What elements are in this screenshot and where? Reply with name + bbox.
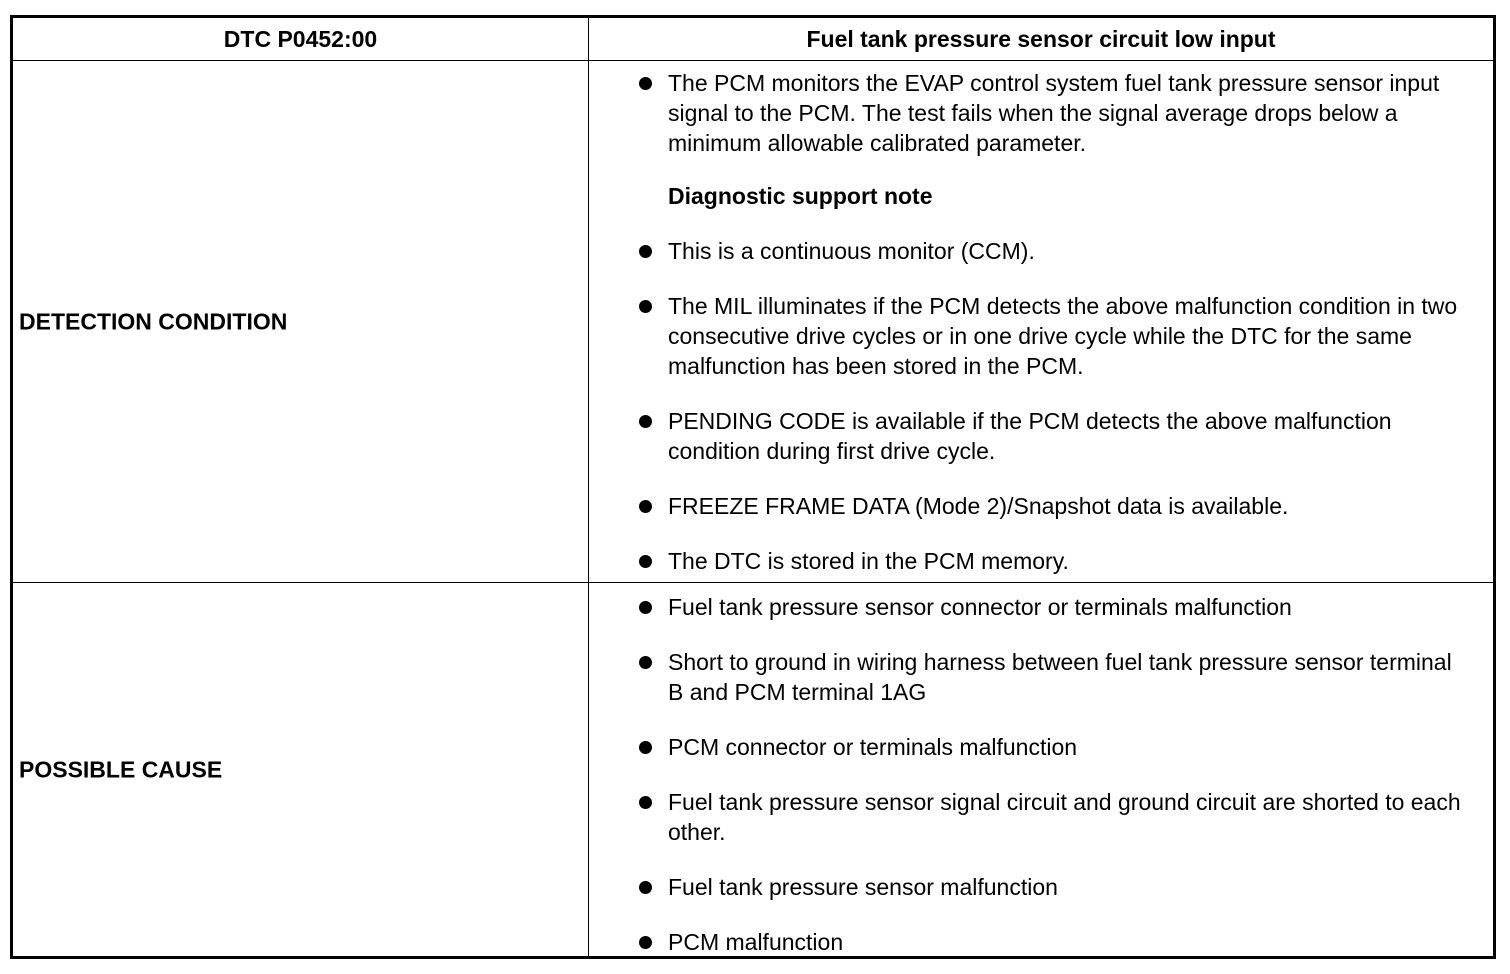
detection-content-cell xyxy=(589,61,1493,582)
cause-text: Fuel tank pressure sensor malfunction xyxy=(668,874,1058,900)
diagnostic-support-note-heading: Diagnostic support note xyxy=(668,183,933,209)
bullet-icon xyxy=(639,656,652,669)
list-item xyxy=(589,592,1463,622)
diagnostic-notes-list xyxy=(589,236,1463,576)
list-item xyxy=(589,927,1463,957)
cause-label-cell xyxy=(13,583,589,956)
table-header-row xyxy=(13,18,1493,61)
note-text: PENDING CODE is available if the PCM detects the above malfunction condition during first drive cycle. xyxy=(668,408,1392,464)
bullet-icon xyxy=(639,936,652,949)
cause-text: PCM connector or terminals malfunction xyxy=(668,734,1078,760)
list-item xyxy=(589,236,1463,266)
list-item xyxy=(589,546,1463,576)
bullet-icon xyxy=(639,796,652,809)
note-text: FREEZE FRAME DATA (Mode 2)/Snapshot data is available. xyxy=(668,493,1289,519)
detection-intro-list xyxy=(589,68,1463,158)
bullet-icon xyxy=(639,601,652,614)
dtc-code: DTC P0452:00 xyxy=(223,25,378,52)
list-item xyxy=(589,68,1463,158)
list-item xyxy=(589,647,1463,707)
detection-label-cell xyxy=(13,61,589,582)
detection-condition-label: DETECTION CONDITION xyxy=(19,308,288,334)
cause-text: Fuel tank pressure sensor connector or terminals malfunction xyxy=(668,594,1292,620)
cause-text: PCM malfunction xyxy=(668,929,844,955)
bullet-icon xyxy=(639,77,652,90)
list-item xyxy=(589,491,1463,521)
list-item xyxy=(589,406,1463,466)
detection-condition-row xyxy=(13,61,1493,583)
note-text: The MIL illuminates if the PCM detects the above malfunction condition in two consecutive drive cycles or in one drive cycle while the DTC for the same malfunction has been stored in the PCM. xyxy=(668,293,1458,379)
bullet-icon xyxy=(639,555,652,568)
possible-cause-row xyxy=(13,583,1493,956)
note-text: This is a continuous monitor (CCM). xyxy=(668,238,1035,264)
bullet-icon xyxy=(639,300,652,313)
list-item xyxy=(589,732,1463,762)
dtc-title: Fuel tank pressure sensor circuit low input xyxy=(806,25,1276,52)
list-item xyxy=(589,787,1463,847)
cause-content-cell xyxy=(589,583,1493,956)
cause-text: Short to ground in wiring harness between fuel tank pressure sensor terminal B and PCM terminal 1AG xyxy=(668,649,1452,705)
header-title-cell xyxy=(589,18,1493,60)
possible-cause-label: POSSIBLE CAUSE xyxy=(19,756,223,782)
dtc-table xyxy=(10,15,1496,959)
bullet-icon xyxy=(639,245,652,258)
bullet-icon xyxy=(639,741,652,754)
bullet-icon xyxy=(639,415,652,428)
note-text: The DTC is stored in the PCM memory. xyxy=(668,548,1069,574)
list-item xyxy=(589,872,1463,902)
possible-cause-list xyxy=(589,592,1463,957)
list-item xyxy=(589,291,1463,381)
bullet-icon xyxy=(639,881,652,894)
header-code-cell xyxy=(13,18,589,60)
bullet-icon xyxy=(639,500,652,513)
detection-content xyxy=(589,68,1463,576)
detection-intro-text: The PCM monitors the EVAP control system fuel tank pressure sensor input signal to the PCM. The test fails when the signal average drops below a minimum allowable calibrated parameter. xyxy=(668,70,1440,156)
cause-text: Fuel tank pressure sensor signal circuit and ground circuit are shorted to each other. xyxy=(668,789,1461,845)
